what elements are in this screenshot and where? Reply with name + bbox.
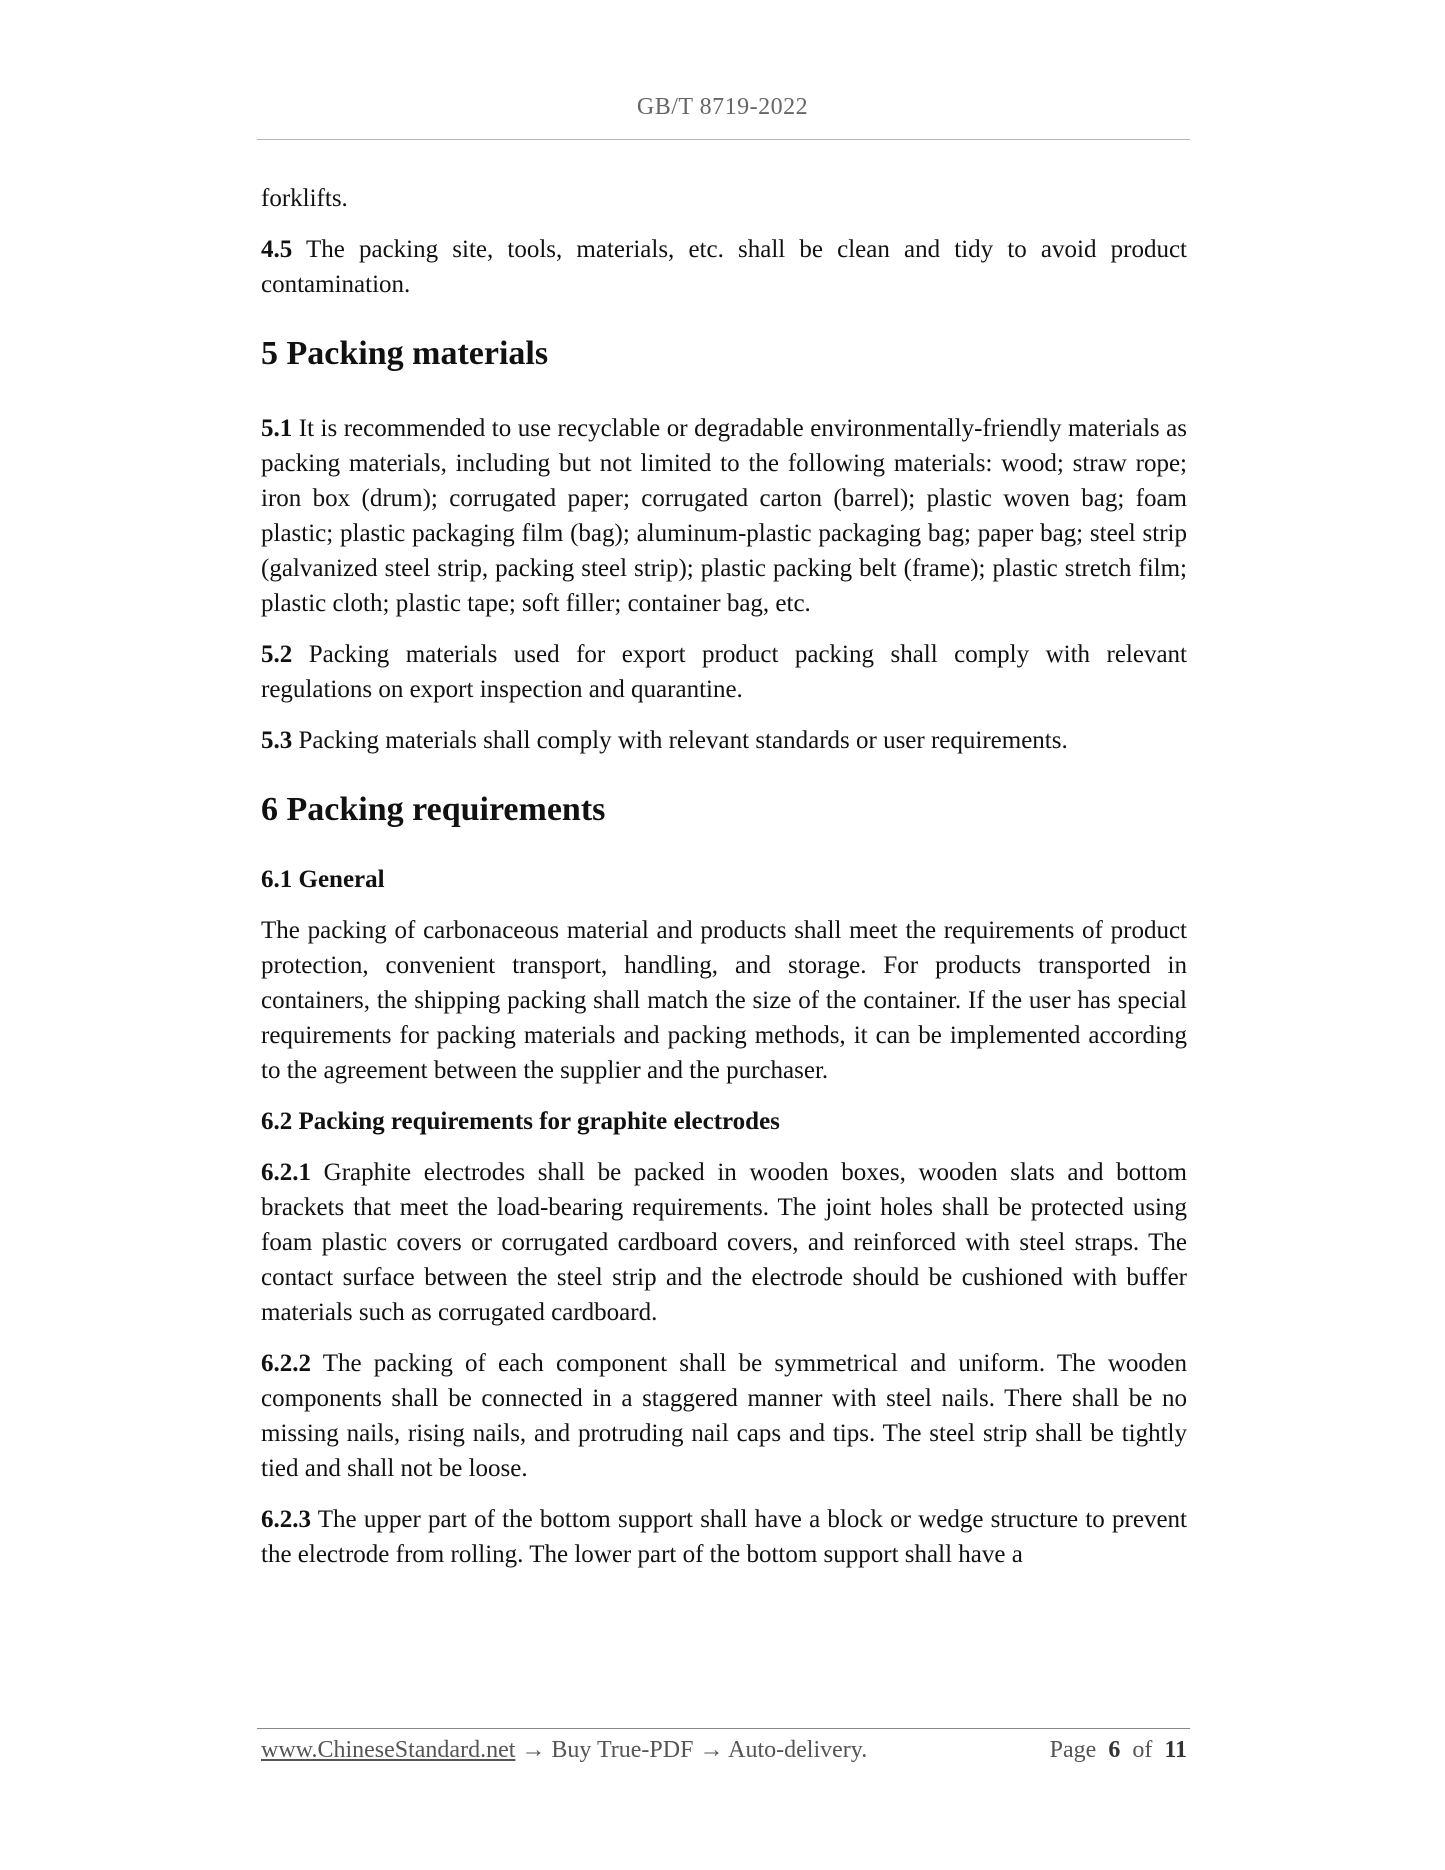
- clause-5-3: [261, 723, 1187, 758]
- clause-number: 5.2: [261, 641, 293, 668]
- clause-4-5: [261, 232, 1187, 302]
- clause-number: 6.2.3: [261, 1506, 311, 1533]
- running-header: GB/T 8719-2022: [636, 94, 809, 120]
- clause-5-2: [261, 637, 1187, 707]
- clause-number: 5.3: [261, 727, 293, 754]
- clause-number: 5.1: [261, 415, 293, 442]
- clause-text: Packing materials shall comply with relevant standards or user requirements.: [292, 727, 1068, 754]
- page-total: 11: [1164, 1737, 1187, 1763]
- clause-number: 4.5: [261, 236, 293, 263]
- clause-number: 6.2.2: [261, 1350, 311, 1377]
- section-heading-5: 5 Packing materials: [261, 335, 549, 372]
- clause-text: Graphite electrodes shall be packed in wooden boxes, wooden slats and bottom brackets that meet the load-bearing requirements. The joint holes shall be protected using foam plastic covers or corrugated cardboard covers, and reinforced with steel straps. The contact surface between the steel strip and the electrode should be cushioned with buffer materials such as corrugated cardboard.: [261, 1159, 1187, 1326]
- page-counter: [1050, 1733, 1187, 1767]
- footer-divider: [257, 1728, 1190, 1729]
- subsection-heading-6-1: 6.1 General: [261, 866, 385, 893]
- delivery-text: Auto-delivery.: [728, 1737, 868, 1763]
- paragraph-6-1: The packing of carbonaceous material and products shall meet the requirements of product protection, convenient transport, handling, and storage. For products transported in containers, the shipping packing shall match the size of the container. If the user has special requirements for packing materials and packing methods, it can be implemented according to the agreement between the supplier and the purchaser.: [261, 917, 1187, 1084]
- paragraph-continuation: forklifts.: [261, 185, 348, 212]
- clause-text: The packing of each component shall be symmetrical and uniform. The wooden components shall be connected in a staggered manner with steel nails. There shall be no missing nails, rising nails, and protruding nail caps and tips. The steel strip shall be tightly tied and shall not be loose.: [261, 1350, 1187, 1482]
- clause-6-2-1: [261, 1155, 1187, 1330]
- page-content: [261, 181, 1187, 1572]
- clause-text: Packing materials used for export product packing shall comply with relevant regulations on export inspection and quarantine.: [261, 641, 1187, 703]
- clause-text: The packing site, tools, materials, etc. shall be clean and tidy to avoid product contamination.: [261, 236, 1187, 298]
- clause-6-2-2: [261, 1346, 1187, 1486]
- page-number: 6: [1108, 1737, 1121, 1763]
- section-heading-6: 6 Packing requirements: [261, 791, 606, 828]
- clause-6-2-3: [261, 1502, 1187, 1572]
- arrow-icon: →: [521, 1737, 546, 1763]
- clause-5-1: [261, 411, 1187, 621]
- clause-text: The upper part of the bottom support shall have a block or wedge structure to prevent the electrode from rolling. The lower part of the bottom support shall have a: [261, 1506, 1187, 1568]
- footer-left: [261, 1733, 867, 1767]
- clause-text: It is recommended to use recyclable or degradable environmentally-friendly materials as packing materials, including but not limited to the following materials: wood; straw rope; iron box (drum); corrugated paper; corrugated carton (barrel); plastic woven bag; foam plastic; plastic packaging film (bag); aluminum-plastic packaging bag; paper bag; steel strip (galvanized steel strip, packing steel strip); plastic packing belt (frame); plastic stretch film; plastic cloth; plastic tape; soft filler; container bag, etc.: [261, 415, 1187, 617]
- buy-text: Buy True-PDF: [551, 1737, 694, 1763]
- subsection-heading-6-2: 6.2 Packing requirements for graphite electrodes: [261, 1108, 780, 1135]
- of-label: of: [1132, 1737, 1153, 1763]
- arrow-icon: →: [699, 1737, 724, 1763]
- website-link[interactable]: www.ChineseStandard.net: [261, 1737, 516, 1763]
- header-divider: [257, 139, 1190, 140]
- clause-number: 6.2.1: [261, 1159, 311, 1186]
- page-label: Page: [1049, 1737, 1097, 1763]
